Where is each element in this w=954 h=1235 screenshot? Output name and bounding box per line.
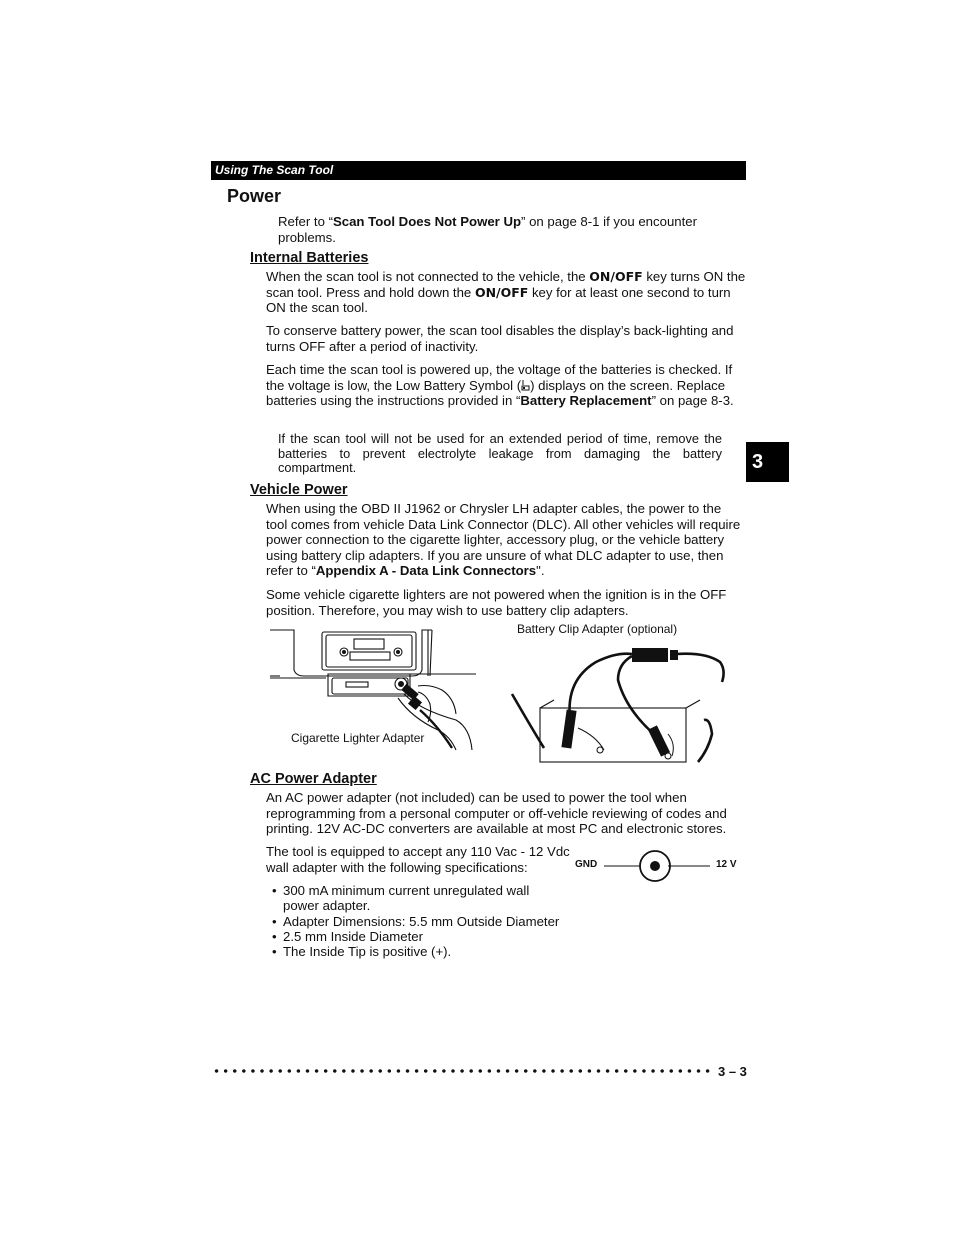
internal-batteries-paragraph-3 [266,362,746,409]
battery-clip-illustration [506,640,736,766]
ib-p3-a: Each time the scan tool is powered up, the voltage of the batteries is checked. If the voltage is low, the Low Battery Symbol ( [266,362,733,393]
page-number: 3 – 3 [718,1064,747,1079]
caption-battery-clip: Battery Clip Adapter (optional) [517,622,678,636]
intro-text-pre: Refer to “ [278,214,333,229]
ib-p1-c: key for at least one second to turn ON the scan tool. [266,284,731,315]
adapter-spec-list [270,883,590,959]
intro-paragraph [278,214,738,245]
running-header: Using The Scan Tool [211,161,746,180]
list-item: • 300 mA minimum current unregulated wall power adapter. [270,883,558,914]
ib-p3-b: ) displays on the screen. Replace batteries using the instructions provided in “ [266,377,726,408]
list-item: • Adapter Dimensions: 5.5 mm Outside Diameter [270,914,590,929]
list-item: • 2.5 mm Inside Diameter [270,929,590,944]
on-off-key-label: ON/OFF [589,269,643,284]
ac-power-paragraph-2: The tool is equipped to accept any 110 Vac - 12 Vdc wall adapter with the following specifications: [266,844,570,875]
list-item: • The Inside Tip is positive (+). [270,944,590,959]
vehicle-power-paragraph-1 [266,501,746,579]
vp-p1-a: When using the OBD II J1962 or Chrysler LH adapter cables, the power to the tool comes from vehicle Data Link Connector (DLC). All other vehicles will require power connection to the cigarette lighter, accessory plug, or the vehicle battery using battery clip adapters. If you are unsure of what DLC adapter to use, then refer to “ [266,501,741,578]
caption-cigarette-lighter: Cigarette Lighter Adapter [291,731,425,745]
ib-p3-bold: Battery Replacement [520,393,652,408]
section-title: Power [227,186,282,206]
internal-batteries-paragraph-2: To conserve battery power, the scan tool disables the display’s back-lighting and turns OFF after a period of inactivity. [266,323,734,354]
low-battery-icon [521,379,530,391]
power-connector-diagram [602,849,712,883]
ib-p3-c: ” on page 8-3. [651,393,734,408]
vp-p1-bold: Appendix A - Data Link Connectors [315,563,537,578]
heading-ac-power-adapter: AC Power Adapter [250,771,377,787]
pin-label-12v: 12 V [716,859,737,870]
battery-note: If the scan tool will not be used for an extended period of time, remove the batteries to prevent electrolyte leakage from damaging the battery compartment. [278,431,722,475]
vehicle-power-paragraph-2: Some vehicle cigarette lighters are not powered when the ignition is in the OFF position. Therefore, you may wish to use battery clip adapters. [266,587,727,618]
pin-label-gnd: GND [575,859,598,870]
heading-vehicle-power: Vehicle Power [250,482,348,498]
vp-p1-b: ". [536,563,545,578]
internal-batteries-paragraph-1 [266,269,746,316]
intro-text-bold: Scan Tool Does Not Power Up [332,214,522,229]
on-off-key-label: ON/OFF [474,284,529,300]
heading-internal-batteries: Internal Batteries [250,250,369,266]
ib-p1-a: When the scan tool is not connected to the vehicle, the [266,269,590,284]
chapter-tab: 3 [746,442,789,482]
intro-text-post: ” on page 8-1 if you encounter problems. [278,214,697,245]
footer-dot-rule [212,1065,712,1077]
ib-p1-b: key turns ON the scan tool. Press and hold down the [266,269,746,300]
ac-power-paragraph-1: An AC power adapter (not included) can be used to power the tool when reprogramming from a personal computer or off-vehicle reviewing of codes and printing. 12V AC-DC converters are available at most PC and electronic stores. [266,790,727,836]
